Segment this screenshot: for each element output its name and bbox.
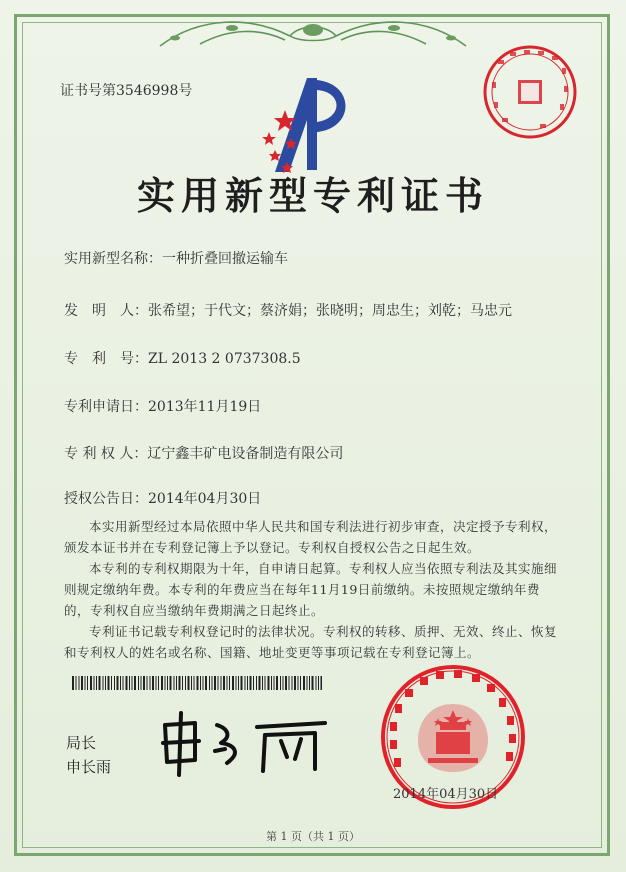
certificate-title: 实用新型专利证书 [136, 173, 489, 218]
patent-number-row [64, 348, 301, 368]
application-date-row [64, 396, 261, 416]
patent-number-label: 专 利 号： [64, 351, 148, 367]
utility-model-name-row [64, 248, 288, 268]
certificate-number: 证书号第3546998号 [60, 83, 193, 99]
seal-date: 2014年04月30日 [393, 787, 499, 802]
grant-date-row [64, 488, 261, 508]
patent-number-value: ZL 2013 2 0737308.5 [148, 351, 301, 367]
barcode [72, 676, 322, 690]
application-date-value: 2013年11月19日 [148, 399, 262, 415]
page-number: 第 1 页（共 1 页） [266, 830, 360, 843]
grant-date-label: 授权公告日： [64, 491, 148, 507]
signatory-name: 申长雨 [66, 758, 112, 776]
utility-model-name-label: 实用新型名称： [64, 251, 162, 267]
patentee-label: 专 利 权 人： [64, 446, 148, 462]
director-signature [155, 705, 335, 780]
inventor-label: 发 明 人： [64, 303, 148, 319]
paragraph-grant: 本实用新型经过本局依照中华人民共和国专利法进行初步审查，决定授予专利权，颁发本证书并在专利登记簿上予以登记。专利权自授权公告之日起生效。 [64, 519, 558, 555]
signatory-role: 局长 [66, 734, 97, 752]
inventor-value: 张希望；于代文；蔡济娟；张晓明；周忠生；刘乾；马忠元 [148, 303, 512, 319]
agency-seal [480, 42, 580, 142]
inventor-row [64, 300, 512, 320]
paragraph-term: 本专利的专利权期限为十年，自申请日起算。专利权人应当依照专利法及其实施细则规定缴纳年费。本专利的年费应当在每年11月19日前缴纳。未按照规定缴纳年费的，专利权自应当缴纳年费期满之日起终止。 [64, 561, 558, 618]
grant-date-value: 2014年04月30日 [148, 491, 262, 507]
application-date-label: 专利申请日： [64, 399, 148, 415]
patentee-value: 辽宁鑫丰矿电设备制造有限公司 [147, 446, 344, 462]
paragraph-legal-status: 专利证书记载专利权登记时的法律状况。专利权的转移、质押、无效、终止、恢复和专利权人的姓名或名称、国籍、地址变更等事项记载在专利登记簿上。 [64, 624, 558, 660]
patent-office-logo [255, 70, 365, 180]
utility-model-name-value: 一种折叠回撤运输车 [162, 251, 288, 267]
patentee-row [64, 443, 343, 463]
